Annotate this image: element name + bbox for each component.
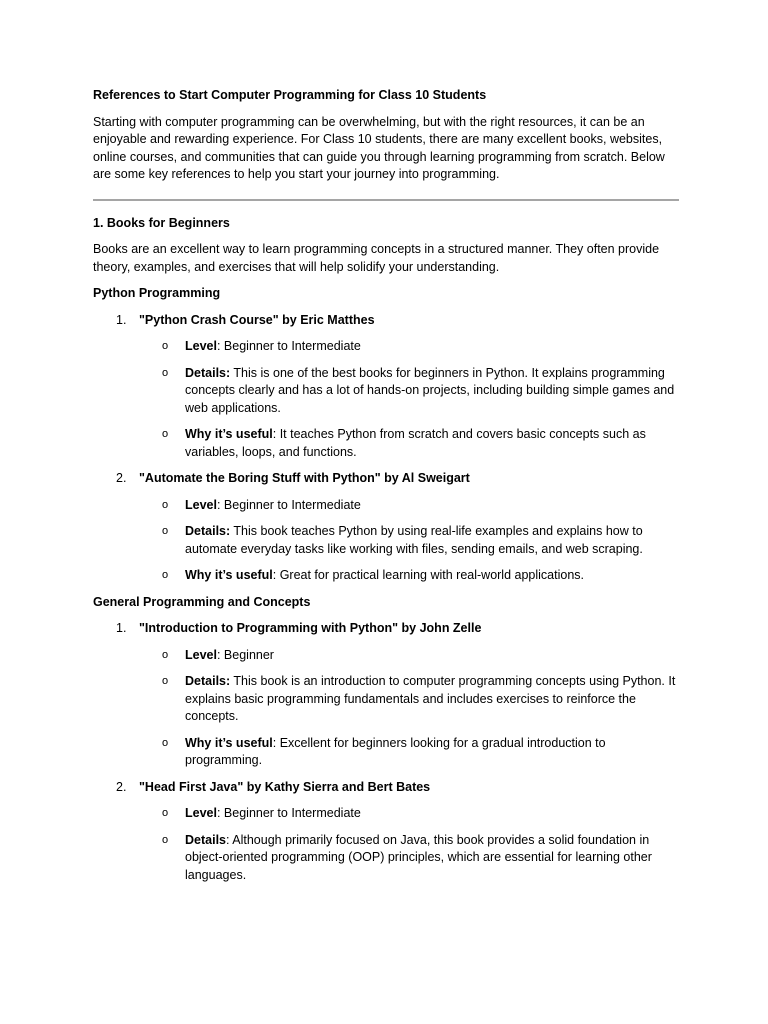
book-title: "Head First Java" by Kathy Sierra and Bert Bates	[139, 779, 431, 794]
book-title: "Automate the Boring Stuff with Python" by Al Sweigart	[139, 471, 470, 485]
bullet-icon: o	[162, 525, 169, 537]
list-number: 2.	[116, 471, 127, 485]
book-details: o Details: This book is an introduction to computer programming concepts using Python. It explains basic programming fundamentals and includes exercises to reinforce the concepts.	[162, 674, 676, 723]
section-heading: 1. Books for Beginners	[93, 215, 230, 230]
list-number: 1.	[116, 312, 127, 327]
bullet-icon: o	[162, 833, 169, 846]
group-heading-python: Python Programming	[93, 286, 221, 300]
book-level: o Level: Beginner to Intermediate	[93, 497, 679, 515]
book-item	[93, 312, 679, 330]
book-details: o Details: This is one of the best books for beginners in Python. It explains programming concepts clearly and has a lot of hands-on projects, including building simple games and web applications.	[162, 365, 675, 415]
book-details: o Details: Although primarily focused on Java, this book provides a solid foundation in object-oriented programming (OOP) principles, which are essential for learning other languages.	[162, 832, 652, 882]
book-item	[93, 470, 679, 488]
bullet-icon: o	[162, 498, 169, 511]
horizontal-rule	[93, 199, 679, 201]
bullet-icon: o	[162, 366, 169, 379]
book-details: o Details: This book teaches Python by using real-life examples and explains how to automate everyday tasks like working with files, sending emails, and web scraping.	[162, 524, 643, 556]
bullet-icon: o	[162, 340, 169, 352]
bullet-icon: o	[162, 428, 169, 440]
book-why-useful: o Why it’s useful: Excellent for beginners looking for a gradual introduction to programming.	[162, 735, 606, 767]
bullet-icon: o	[162, 648, 169, 661]
book-title: "Introduction to Programming with Python" by John Zelle	[139, 621, 482, 635]
list-number: 2.	[116, 779, 127, 794]
document-content	[93, 87, 679, 893]
group-heading-general: General Programming and Concepts	[93, 594, 311, 609]
bullet-icon: o	[162, 736, 169, 749]
book-level: o Level: Beginner	[93, 647, 679, 665]
list-number: 1.	[116, 621, 127, 635]
book-why-useful: o Why it’s useful: Great for practical learning with real-world applications.	[93, 567, 679, 585]
book-level: o Level: Beginner to Intermediate	[93, 338, 679, 356]
bullet-icon: o	[162, 675, 169, 687]
intro-paragraph: Starting with computer programming can be overwhelming, but with the right resources, it can be an enjoyable and rewarding experience. For Class 10 students, there are many excellent books, websites, online courses, and communities that can guide you through learning programming from scratch. Below are some key references to help you start your journey into programming.	[93, 114, 665, 181]
book-title: "Python Crash Course" by Eric Matthes	[139, 312, 375, 327]
book-level: o Level: Beginner to Intermediate	[93, 805, 679, 823]
book-why-useful: o Why it’s useful: It teaches Python from scratch and covers basic concepts such as variables, loops, and functions.	[162, 427, 646, 459]
bullet-icon: o	[162, 569, 169, 581]
bullet-icon: o	[162, 807, 169, 819]
document-title: References to Start Computer Programming for Class 10 Students	[93, 88, 487, 102]
section-description: Books are an excellent way to learn programming concepts in a structured manner. They often provide theory, examples, and exercises that will help solidify your understanding.	[93, 242, 660, 274]
book-item	[93, 779, 679, 797]
book-item	[93, 620, 679, 638]
